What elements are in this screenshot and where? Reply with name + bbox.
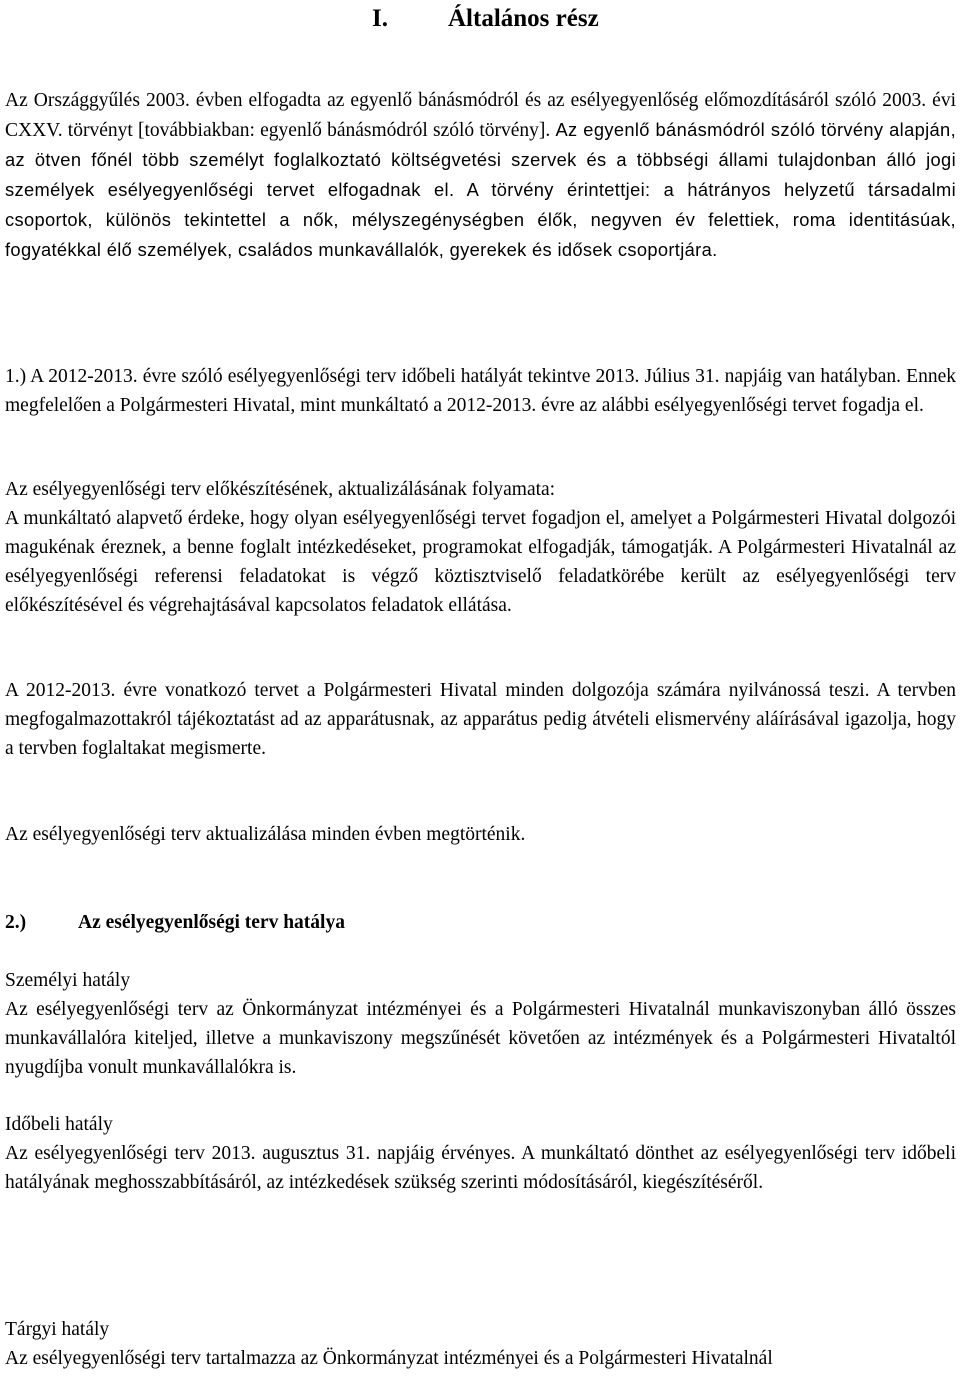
material-scope-text: Az esélyegyenlőségi terv tartalmazza az Önkormányzat intézményei és a Polgármesteri Hivatalnál — [5, 1348, 773, 1369]
publicity-paragraph: A 2012-2013. évre vonatkozó tervet a Polgármesteri Hivatal minden dolgozója számára nyilvánossá teszi. A tervben megfogalmazottakról tájékoztatást ad az apparátusnak, az apparátus pedig átvételi elismervény aláírásával igazolja, hogy a tervben foglaltakat megismerte. — [5, 680, 956, 759]
preparation-title: Az esélyegyenlőségi terv előkészítésének, aktualizálásának folyamata: — [5, 479, 556, 500]
heading-text: Általános rész — [448, 5, 599, 32]
section2-number: 2.) — [5, 912, 27, 933]
personal-scope-text: Az esélyegyenlőségi terv az Önkormányzat intézményei és a Polgármesteri Hivatalnál munkaviszonyban álló összes munkavállalóra kiteljed, illetve a munkaviszony megszűnését követően az intézmények és a Polgármesteri Hivataltól nyugdíjba vonult munkavállalókra is. — [5, 999, 956, 1078]
personal-scope-paragraph — [5, 966, 956, 1082]
intro-sans-text: Az egyenlő bánásmódról szóló törvény alapján, az ötven főnél több személyt foglalkoztató költségvetési szervek és a többségi állami tulajdonban álló jogi személyek esélyegyenlőségi tervet elfogadnak el. A törvény érintettjei: a hátrányos helyzetű társadalmi csoportok, különös tekintettel a nők, mélyszegénységben élők, negyven év felettiek, roma identitásúak, fogyatékkal élő személyek, családos munkavállalók, gyerekek és idősek csoportjára. — [5, 119, 957, 260]
document-heading — [372, 2, 599, 36]
preparation-paragraph — [5, 475, 956, 620]
intro-serif-text: Az Országgyűlés 2003. évben elfogadta az egyenlő bánásmódról és az esélyegyenlőség előmozdításáról szóló 2003. évi CXXV. törvényt [továbbiakban: egyenlő bánásmódról szóló törvény]. — [5, 90, 956, 141]
intro-paragraph — [5, 86, 956, 265]
update-paragraph: Az esélyegyenlőségi terv aktualizálása minden évben megtörténik. — [5, 824, 526, 845]
heading-number: I. — [372, 5, 388, 32]
personal-scope-label: Személyi hatály — [5, 970, 131, 991]
material-scope-label: Tárgyi hatály — [5, 1319, 110, 1340]
temporal-scope-text: Az esélyegyenlőségi terv 2013. augusztus 31. napjáig érvényes. A munkáltató dönthet az esélyegyenlőségi terv időbeli hatályának meghosszabbításáról, az intézkedések szükség szerinti módosításáról, kiegészítéséről. — [5, 1143, 956, 1193]
section2-title: Az esélyegyenlőségi terv hatálya — [78, 912, 345, 933]
preparation-text: A munkáltató alapvető érdeke, hogy olyan esélyegyenlőségi tervet fogadjon el, amelyet a Polgármesteri Hivatal dolgozói magukénak éreznek, a benne foglalt intézkedéseket, programokat elfogadják, támogatják. A Polgármesteri Hivatalnál az esélyegyenlőségi referensi feladatokat is végző köztisztviselő feladatkörébe került az esélyegyenlőségi terv előkészítésével és végrehajtásával kapcsolatos feladatok ellátása. — [5, 508, 956, 616]
validity-paragraph: 1.) A 2012-2013. évre szóló esélyegyenlőségi terv időbeli hatályát tekintve 2013. Július 31. napjáig van hatályban. Ennek megfelelően a Polgármesteri Hivatal, mint munkáltató a 2012-2013. évre az alábbi esélyegyenlőségi tervet fogadja el. — [5, 366, 956, 416]
material-scope-paragraph — [5, 1315, 956, 1373]
temporal-scope-label: Időbeli hatály — [5, 1114, 113, 1135]
section2-heading — [5, 908, 956, 937]
temporal-scope-paragraph — [5, 1110, 956, 1197]
